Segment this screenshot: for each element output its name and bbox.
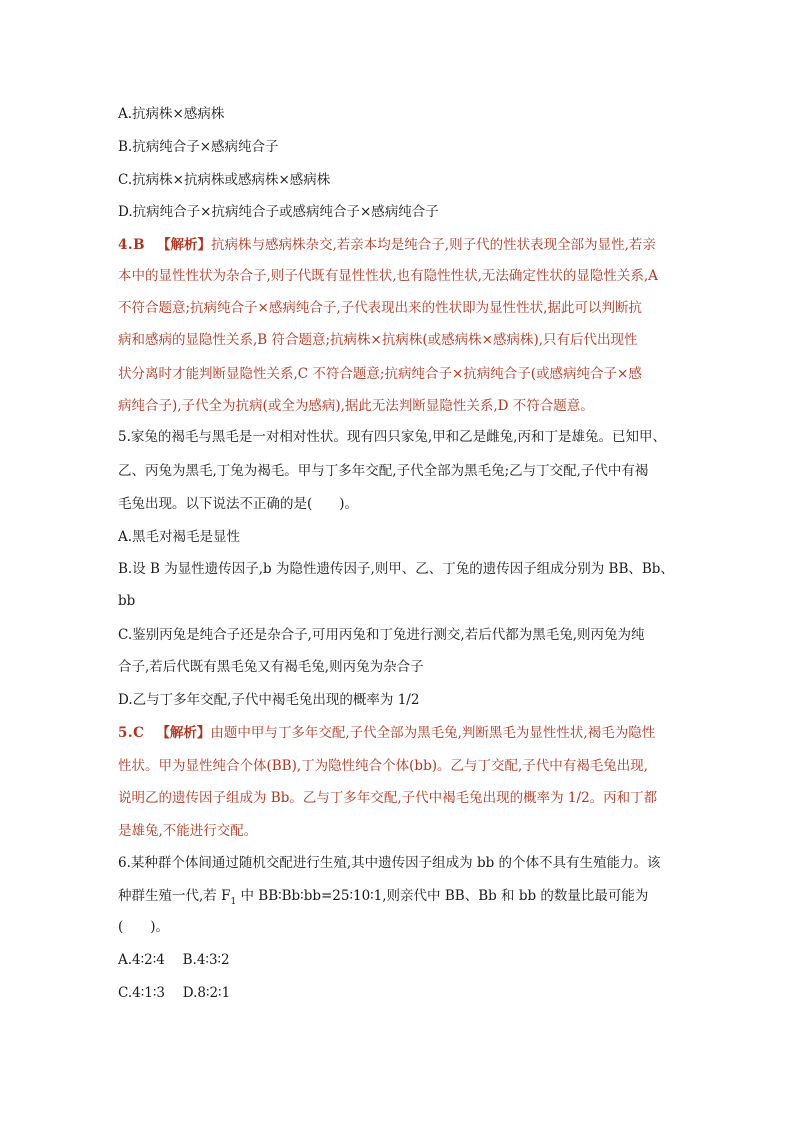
f1-subscript: 1 [230,897,237,907]
q6-options-row-1: A.4∶2∶4 B.4∶3∶2 [118,952,230,968]
q5-option-a: A.黑毛对褐毛是显性 [118,529,241,545]
q4-option-b: B.抗病纯合子×感病纯合子 [118,139,279,155]
q6-stem-line-1: 6.某种群个体间通过随机交配进行生殖,其中遗传因子组成为 bb 的个体不具有生殖能力。该 [118,855,661,871]
answer-4-line-2: 本中的显性性状为杂合子,则子代既有显性性状,也有隐性性状,无法确定性状的显隐性关系,A [118,268,658,284]
q5-option-c: C.鉴别丙兔是纯合子还是杂合子,可用丙兔和丁兔进行测交,若后代都为黑毛兔,则丙兔为纯 [118,627,645,643]
q5-stem-line-3: 毛兔出现。以下说法不正确的是( )。 [118,496,359,512]
answer-4-text: 抗病株与感病株杂交,若亲本均是纯合子,则子代的性状表现全部为显性,若亲 [211,237,656,253]
answer-5-line-4: 是雄兔,不能进行交配。 [118,823,258,839]
q5-option-b-cont: bb [118,593,136,609]
q5-stem-line-2: 乙、丙兔为黑毛,丁兔为褐毛。甲与丁多年交配,子代全部为黑毛兔;乙与丁交配,子代中有褐 [118,463,649,479]
q4-option-d: D.抗病纯合子×抗病纯合子或感病纯合子×感病纯合子 [118,204,439,220]
answer-4-number: 4.B [118,237,146,253]
q6-stem-line-3: ( )。 [118,919,170,935]
q6-options-row-2: C.4∶1∶3 D.8∶2∶1 [118,985,231,1001]
analysis-tag: 【解析】 [157,237,212,253]
answer-5-line-2: 性状。甲为显性纯合个体(BB),丁为隐性纯合个体(bb)。乙与丁交配,子代中有褐毛兔出现, [118,758,649,774]
q5-option-b: B.设 B 为显性遗传因子,b 为隐性遗传因子,则甲、乙、丁兔的遗传因子组成分别为 BB、Bb、 [118,561,674,577]
q5-stem-line-1: 5.家兔的褐毛与黑毛是一对相对性状。现有四只家兔,甲和乙是雌兔,丙和丁是雄兔。已知甲、 [118,429,666,445]
answer-4-line-1 [118,235,656,255]
q4-option-c: C.抗病株×抗病株或感病株×感病株 [118,172,331,188]
analysis-tag: 【解析】 [156,725,211,741]
answer-4-line-3: 不符合题意;抗病纯合子×感病纯合子,子代表现出来的性状即为显性性状,据此可以判断抗 [118,300,642,316]
q4-option-a: A.抗病株×感病株 [118,106,225,122]
answer-4-line-6: 病纯合子),子代全为抗病(或全为感病),据此无法判断显隐性关系,D 不符合题意。 [118,398,594,414]
answer-5-line-1 [118,723,655,743]
answer-5-text: 由题中甲与丁多年交配,子代全部为黑毛兔,判断黑毛为显性性状,褐毛为隐性 [210,725,656,741]
answer-5-line-3: 说明乙的遗传因子组成为 Bb。乙与丁多年交配,子代中褐毛兔出现的概率为 1/2。丙和丁都 [118,790,658,806]
q6-stem-line-2 [118,886,648,908]
q6-stem-line-2-a: 种群生殖一代,若 F [118,888,231,904]
q6-stem-line-2-b: 中 BB∶Bb∶bb=25∶10∶1,则亲代中 BB、Bb 和 bb 的数量比最可能为 [236,888,649,904]
answer-5-number: 5.C [118,725,145,741]
answer-4-line-5: 状分离时才能判断显隐性关系,C 不符合题意;抗病纯合子×抗病纯合子(或感病纯合子×感 [118,366,642,382]
answer-4-line-4: 病和感病的显隐性关系,B 符合题意;抗病株×抗病株(或感病株×感病株),只有后代出现性 [118,332,638,348]
q5-option-c-cont: 合子,若后代既有黑毛兔又有褐毛兔,则丙兔为杂合子 [118,659,424,675]
q5-option-d: D.乙与丁多年交配,子代中褐毛兔出现的概率为 1/2 [118,692,420,708]
